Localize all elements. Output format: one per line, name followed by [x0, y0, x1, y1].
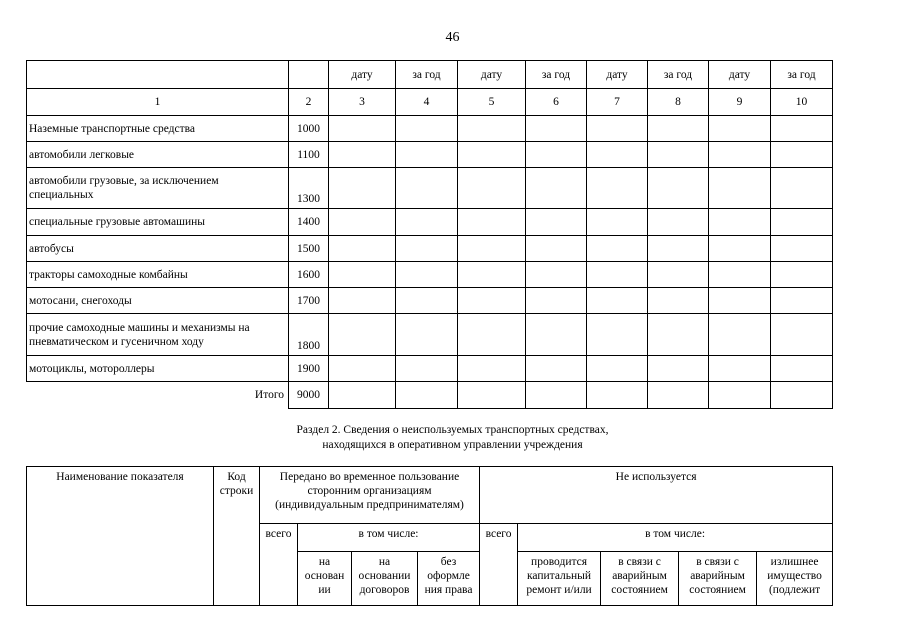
not-used-sub-header: проводится капитальный ремонт и/или — [518, 552, 601, 606]
row-code: 1900 — [289, 356, 329, 382]
vehicles-table — [26, 60, 833, 409]
total-row — [27, 382, 833, 409]
column-number: 1 — [27, 89, 289, 116]
row-label: прочие самоходные машины и механизмы на пневматическом и гусеничном ходу — [27, 314, 289, 356]
row-label: мотосани, снегоходы — [27, 288, 289, 314]
not-used-sub-header: в связи с аварийным состоянием — [601, 552, 679, 606]
row-code: 1800 — [289, 314, 329, 356]
header-cell: за год — [771, 61, 833, 89]
not-used-including-header: в том числе: — [518, 524, 833, 552]
transferred-sub-header: без оформле ния права — [418, 552, 480, 606]
page-number: 46 — [445, 30, 460, 45]
header-cell: дату — [587, 61, 648, 89]
header-cell: дату — [709, 61, 771, 89]
not-used-sub-header: в связи с аварийным состоянием — [679, 552, 757, 606]
header-cell: дату — [329, 61, 396, 89]
table-row — [27, 168, 833, 209]
header-cell: за год — [648, 61, 709, 89]
header-row-numbers — [27, 89, 833, 116]
section-2-title — [0, 423, 905, 453]
row-label: автомобили грузовые, за исключением специальных — [27, 168, 289, 209]
header-cell: дату — [458, 61, 526, 89]
row-label: Наземные транспортные средства — [27, 116, 289, 142]
group-transferred-header: Передано во временное пользование сторонним организациям (индивидуальным предпринимателям) — [260, 467, 480, 524]
row-code: 1500 — [289, 236, 329, 262]
header-row-1 — [27, 467, 833, 524]
table-row — [27, 262, 833, 288]
column-code-header: Код строки — [214, 467, 260, 606]
transferred-total-header: всего — [260, 524, 298, 606]
column-number: 10 — [771, 89, 833, 116]
section-title-line: Раздел 2. Сведения о неиспользуемых транспортных средствах, — [296, 424, 609, 436]
column-number: 3 — [329, 89, 396, 116]
row-label: автомобили легковые — [27, 142, 289, 168]
not-used-sub-header: излишнее имущество (подлежит — [757, 552, 833, 606]
header-cell: за год — [396, 61, 458, 89]
transferred-sub-header: на основании договоров — [352, 552, 418, 606]
not-used-total-header: всего — [480, 524, 518, 606]
table-row — [27, 288, 833, 314]
table-row — [27, 142, 833, 168]
transferred-including-header: в том числе: — [298, 524, 480, 552]
column-number: 2 — [289, 89, 329, 116]
table-row — [27, 314, 833, 356]
column-name-header: Наименование показателя — [27, 467, 214, 606]
row-code: 1300 — [289, 168, 329, 209]
unused-vehicles-table — [26, 466, 833, 606]
total-code: 9000 — [289, 382, 329, 409]
column-number: 4 — [396, 89, 458, 116]
row-label: тракторы самоходные комбайны — [27, 262, 289, 288]
row-code: 1400 — [289, 209, 329, 236]
row-code: 1700 — [289, 288, 329, 314]
table-row — [27, 236, 833, 262]
row-label: специальные грузовые автомашины — [27, 209, 289, 236]
section-title-line: находящихся в оперативном управлении учреждения — [322, 439, 583, 451]
group-not-used-header: Не используется — [480, 467, 833, 524]
row-code: 1000 — [289, 116, 329, 142]
transferred-sub-header: на основан ии — [298, 552, 352, 606]
header-cell — [27, 61, 289, 89]
row-code: 1600 — [289, 262, 329, 288]
column-number: 5 — [458, 89, 526, 116]
total-label: Итого — [27, 382, 289, 409]
row-label: мотоциклы, мотороллеры — [27, 356, 289, 382]
column-number: 8 — [648, 89, 709, 116]
column-number: 9 — [709, 89, 771, 116]
header-cell — [289, 61, 329, 89]
row-code: 1100 — [289, 142, 329, 168]
table-row — [27, 356, 833, 382]
row-label: автобусы — [27, 236, 289, 262]
column-number: 6 — [526, 89, 587, 116]
table-row — [27, 209, 833, 236]
header-cell: за год — [526, 61, 587, 89]
header-row-top — [27, 61, 833, 89]
column-number: 7 — [587, 89, 648, 116]
table-row — [27, 116, 833, 142]
